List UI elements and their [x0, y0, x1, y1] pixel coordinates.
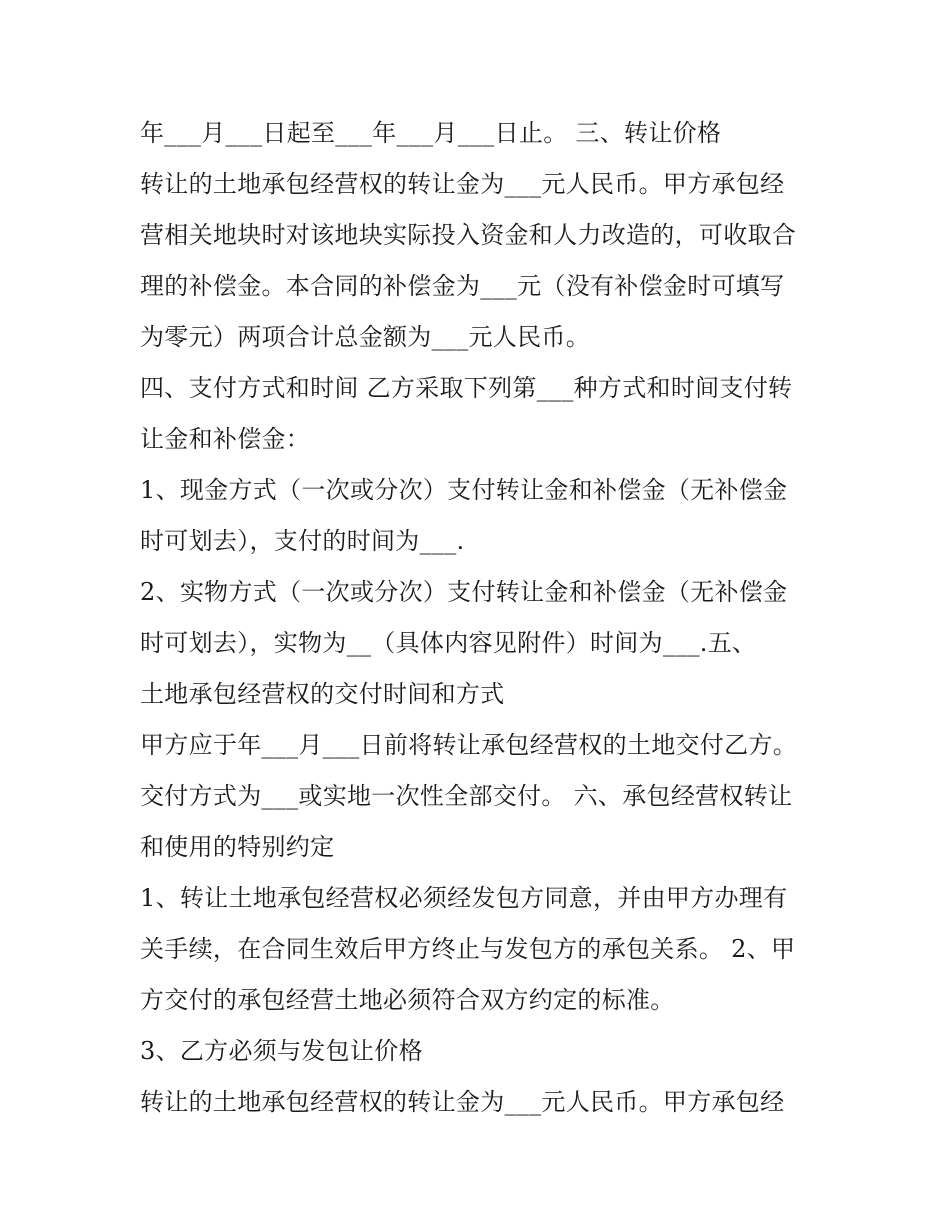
text-line: 和使用的特别约定 — [140, 833, 335, 861]
text-line: 关手续，在合同生效后甲方终止与发包方的承包关系。 2、甲 — [140, 935, 796, 963]
text-line: 2、实物方式（一次或分次）支付转让金和补偿金（无补偿金 — [140, 578, 788, 606]
text-line: 3、乙方必须与发包让价格 — [140, 1037, 423, 1065]
text-line: 营相关地块时对该地块实际投入资金和人力改造的，可收取合 — [140, 221, 797, 249]
text-line: 让金和补偿金： — [140, 425, 311, 453]
text-line: 年___月___日起至___年___月___日止。 三、转让价格 — [140, 119, 722, 147]
text-line: 时可划去），实物为__（具体内容见附件）时间为___.五、 — [140, 629, 757, 657]
text-line: 1、转让土地承包经营权必须经发包方同意，并由甲方办理有 — [140, 884, 788, 912]
text-line: 方交付的承包经营土地必须符合双方约定的标准。 — [140, 986, 675, 1014]
text-line: 转让的土地承包经营权的转让金为___元人民币。甲方承包经 — [140, 1088, 785, 1116]
text-line: 理的补偿金。本合同的补偿金为___元（没有补偿金时可填写 — [140, 272, 785, 300]
text-line: 四、支付方式和时间 乙方采取下列第___种方式和时间支付转 — [140, 374, 793, 402]
text-line: 为零元）两项合计总金额为___元人民币。 — [140, 323, 590, 351]
text-line: 转让的土地承包经营权的转让金为___元人民币。甲方承包经 — [140, 170, 785, 198]
text-line: 甲方应于年___月___日前将转让承包经营权的土地交付乙方。 — [140, 731, 797, 759]
text-line: 土地承包经营权的交付时间和方式 — [140, 680, 505, 708]
text-line: 交付方式为___或实地一次性全部交付。 六、承包经营权转让 — [140, 782, 793, 810]
text-line: 1、现金方式（一次或分次）支付转让金和补偿金（无补偿金 — [140, 476, 788, 504]
text-line: 时可划去），支付的时间为___. — [140, 527, 465, 555]
document-body — [140, 108, 820, 1128]
